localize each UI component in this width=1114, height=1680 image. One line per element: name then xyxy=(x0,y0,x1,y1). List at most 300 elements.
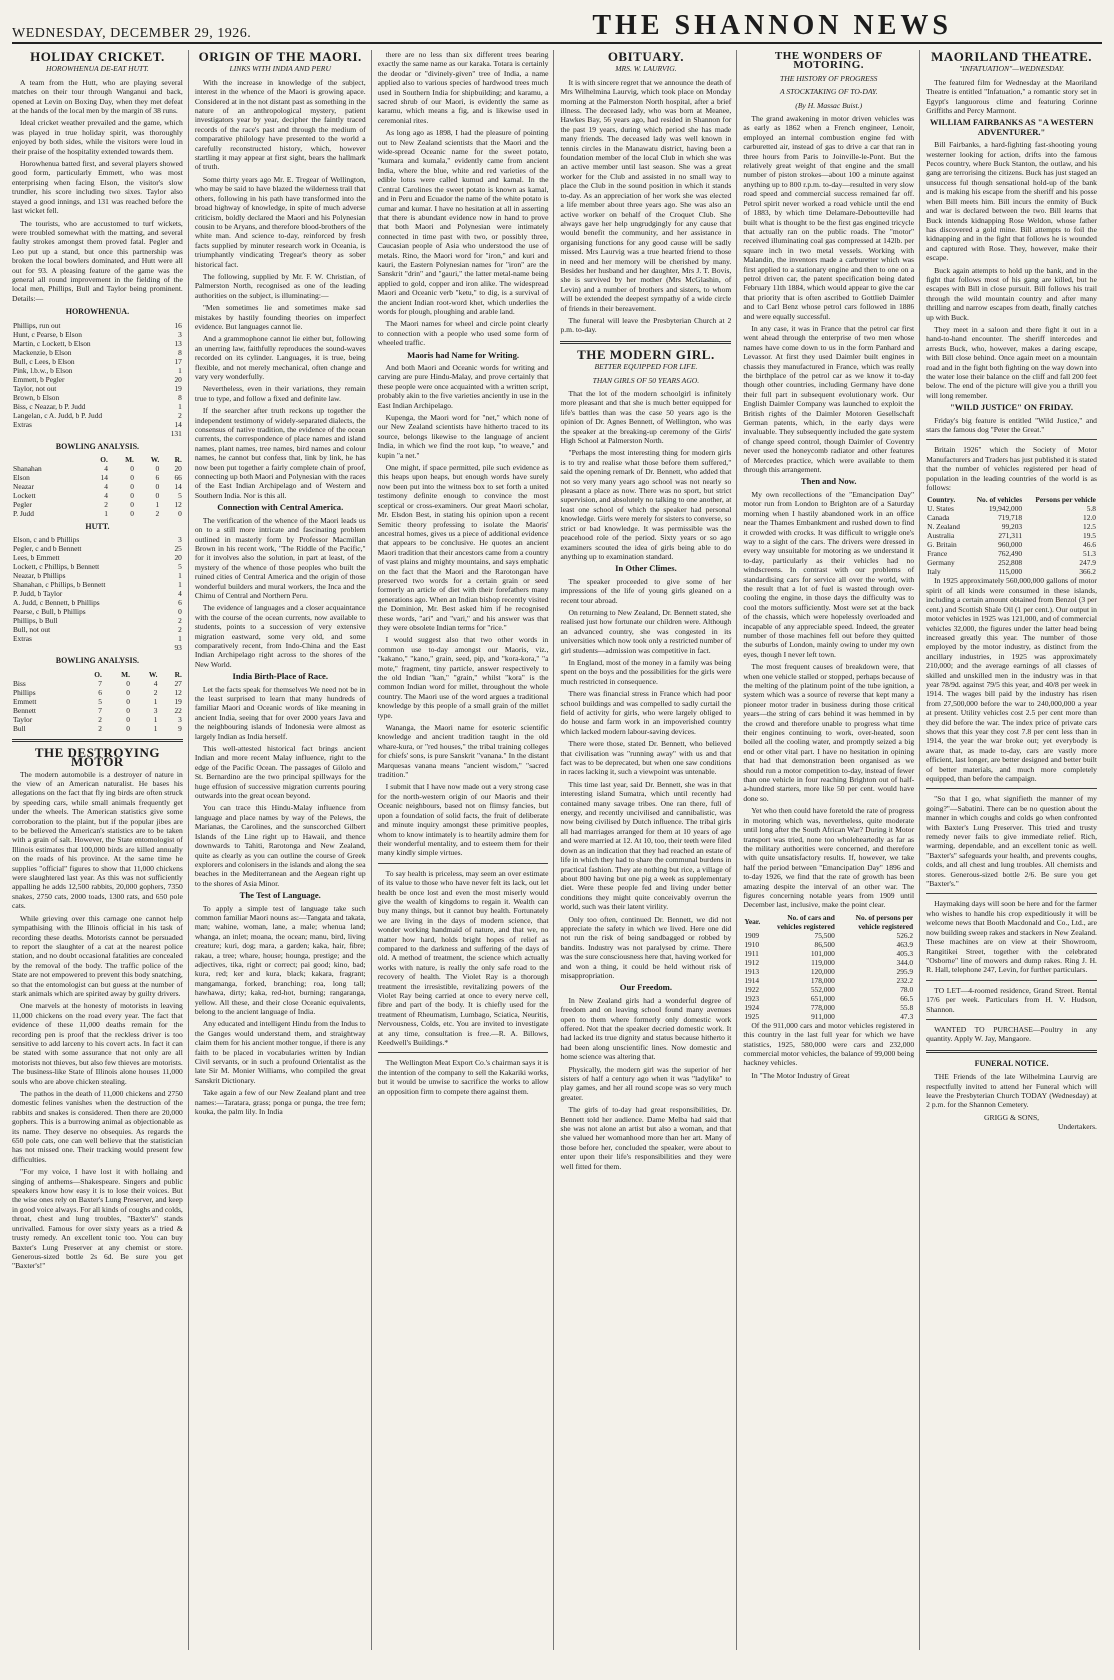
newspaper-page xyxy=(12,8,1102,1660)
table-cell: 405.3 xyxy=(896,948,914,958)
table-row xyxy=(12,321,183,330)
baxters-ad: "So that I go, what signifieth the manner of my going?"—Sabatini. There can be no question about the manner in which coughs and colds go when confronted with Baxter's Lung Preserver. This tried and trusty remedy never fails to give immediate relief. Rich, warming, dependable, and an excellent tonic as well. "Baxter's" safeguards your health, and prevents coughs, colds, and all chest and lung troubles. All chemists and stores. Generous-sized bottle 2/6. Be sure you get "Baxter's." xyxy=(926,794,1097,889)
maori-subhead: LINKS WITH INDIA AND PERU xyxy=(229,64,331,74)
table-cell: Canada xyxy=(927,513,950,523)
table-cell: 0 xyxy=(126,705,130,715)
table-cell: 5.8 xyxy=(1086,504,1096,514)
theatre-headline: MAORILAND THEATRE. xyxy=(931,50,1093,64)
table-cell: 55.8 xyxy=(900,1002,914,1012)
table-cell: 0 xyxy=(126,696,130,706)
table-cell: 0 xyxy=(130,508,134,518)
team2-name: HUTT. xyxy=(85,521,110,531)
table-cell: 20 xyxy=(174,374,182,384)
bowling-table-1 xyxy=(12,455,183,518)
maori-body-3 xyxy=(195,685,366,889)
table-cell: 1 xyxy=(153,723,158,733)
table-header-cell: R. xyxy=(174,669,182,679)
table-row xyxy=(926,558,1097,567)
table-cell: 47.3 xyxy=(900,1011,914,1021)
paragraph: This time last year, said Dr. Bennett, she was in that interesting island Sumatra, which until recently had contained many savage tribes. One ran there, full of energy, and recently uncivilised and cannibalistic, was now being civilised by Dutch influence. The tribal girls all had marriages arranged for them at 10 years of age and were married at 12. At 10, too, their teeth were filed down as an indication that they had reached an estate of life in which they had to share the communal burdens in practical fashion. They ate nothing but rice, a village of about 800 having but one pig a week as supplementary diet. Were these people fed and living under better conditions they might quite conceivably overrun the world, such was their latent virility. xyxy=(560,779,732,912)
table-cell: 12 xyxy=(174,499,182,509)
masthead xyxy=(12,8,1102,44)
table-cell: 1 xyxy=(155,499,160,509)
table-cell: 2 xyxy=(98,714,102,724)
table-cell: 1 xyxy=(153,696,158,706)
table-row xyxy=(12,339,183,348)
table-header-cell xyxy=(12,670,78,679)
table-cell: 101,000 xyxy=(810,948,835,958)
table-row xyxy=(12,724,183,733)
table-cell: 762,490 xyxy=(998,549,1023,559)
table-row xyxy=(743,940,914,949)
table-row xyxy=(12,679,183,688)
table-row xyxy=(926,531,1097,540)
girl-body-3 xyxy=(560,996,731,1171)
maori-cont-sub: Maoris had Name for Writing. xyxy=(407,349,520,360)
table-cell: 3 xyxy=(178,714,182,724)
table-cell: 911,000 xyxy=(811,1011,835,1021)
table-cell: Taylor xyxy=(13,714,33,724)
table-cell: 0 xyxy=(178,607,182,617)
table-row xyxy=(12,375,183,384)
paragraph: The funeral will leave the Presbyterian Church at 2 p.m. to-day. xyxy=(560,315,732,335)
table-cell: Bull, c Lees, b Elson xyxy=(13,356,75,366)
girl-body-1 xyxy=(560,389,731,561)
table-row xyxy=(926,549,1097,558)
table-cell: 1925 xyxy=(744,1011,760,1021)
table-cell: 25 xyxy=(174,544,182,554)
table-header-row xyxy=(926,495,1097,504)
table-header-cell: M. xyxy=(125,454,134,464)
table-row xyxy=(12,562,183,571)
paragraph: In "The Motor Industry of Great xyxy=(751,1070,850,1080)
girl-headline: THE MODERN GIRL. xyxy=(577,346,715,362)
table-cell: Taylor, not out xyxy=(13,383,57,393)
table-cell: 2 xyxy=(104,499,108,509)
cricket-subhead: HOROWHENUA DE-EAT HUTT. xyxy=(45,64,149,74)
table-row xyxy=(12,429,183,438)
table-cell: 20 xyxy=(174,463,182,473)
table-cell: Extras xyxy=(13,419,32,429)
table-cell: 1 xyxy=(153,714,158,724)
table-cell: Bennett xyxy=(13,705,36,715)
wonders-headline: THE WONDERS OF MOTORING. xyxy=(774,50,883,72)
paragraph: And a grammophone cannot lie either but, following an unerring law, faithfully reproduces the sound-waves recorded on its cylinder. Languages, it is true, being flexible, and not merely mechanical, often change and vary very wonderfully. xyxy=(194,334,366,381)
table-cell: 2 xyxy=(98,723,102,733)
table-cell: 0 xyxy=(155,481,160,491)
table-cell: Lockett, c Phillips, b Bennett xyxy=(13,562,100,572)
table-row xyxy=(926,522,1097,531)
table-cell: U. States xyxy=(927,504,954,514)
batting-table-2 xyxy=(12,535,183,652)
table-row xyxy=(926,540,1097,549)
paragraph: there are no less than six different trees bearing exactly the same name as our karaka. Totara is certainly the deodar or "divinely-given" tree of India, a name applied also to various species of hardwood trees much used in Southern India for shipbuilding; and karamu, a sacred shrub of our Maori, is evidently the same as karamu, which means a fig, and is likewise used in ceremonial rites. xyxy=(377,50,549,125)
paragraph: With the increase in knowledge of the subject, interest in the whence of the Maori is growing apace. Considered at in the not distant past as something in the nature of an anthropological mystery, patient investigators year by year, decipher the faintly traced records of the race's past and through the medium of comparative philology have presented to the world a carefully reconstructed history, which, however startling it may appear at first sight, bears the hallmark of truth. xyxy=(194,77,366,172)
wonders-sub: Then and Now. xyxy=(800,476,857,487)
haymaking-note: Haymaking days will soon be here and for the farmer who wishes to handle his crop expeditiously it will be welcome news that Booth Macdonald and Co., Ltd., are now building sweep rakes and stackers in New Zealand. These machines are on view at their Showroom, Rangitikei Street, together with the celebrated "Osborne" line of mowers and dump rakes. Ring J. H. R. Hall, telephone 247, Levin, for further particulars. xyxy=(926,899,1097,975)
table-row xyxy=(926,513,1097,522)
table-cell: 252,808 xyxy=(998,558,1023,568)
table-cell: 1 xyxy=(178,365,182,375)
table-cell: Elson xyxy=(13,472,30,482)
paragraph: "Men sometimes lie and sometimes make sad mistakes by hastily founding theories on imperfect evidence. But languages cannot lie. xyxy=(194,303,366,331)
table-cell: 4 xyxy=(104,490,108,500)
table-cell: 46.6 xyxy=(1083,540,1096,550)
table-cell: 2 xyxy=(153,687,158,697)
paragraph: There was financial stress in France which had poor school buildings and was compelled to sadly curtail the field of activity for girls, who were largely obliged to do house and farm work in an impoverished country which lacked modern labour-saving devices. xyxy=(560,689,732,736)
table-cell: Extras xyxy=(13,634,32,644)
wonders-byline: (By H. Massac Buist.) xyxy=(795,100,863,110)
table-cell: Phillips, b Bull xyxy=(13,616,58,626)
table-row xyxy=(12,571,183,580)
table-row xyxy=(12,509,183,518)
table-row xyxy=(12,643,183,652)
table-row xyxy=(12,411,183,420)
table-header-cell: Country. xyxy=(927,495,956,505)
table-cell: Bull, not out xyxy=(13,625,51,635)
table-row xyxy=(12,616,183,625)
table-row xyxy=(12,580,183,589)
table-cell: 1912 xyxy=(744,957,760,967)
girl-subhead: BETTER EQUIPPED FOR LIFE. xyxy=(594,362,698,372)
table-cell: 13 xyxy=(174,338,182,348)
table-row xyxy=(12,491,183,500)
table-row xyxy=(12,464,183,473)
table-cell: 960,000 xyxy=(998,540,1023,550)
table-cell: Brown, b Elson xyxy=(13,392,60,402)
maori-headline: ORIGIN OF THE MAORI. xyxy=(198,50,362,64)
paragraph: Some thirty years ago Mr. E. Tregear of Wellington, who may be said to have blazed the wilderness trail that others, following in his path have transformed into the broad highway of knowledge, in spite of much adverse criticism, boldly declared the Maori and his Polynesian cousin to be Aryans, and therefore blood-brothers of the white man. And science to-day, reinforced by fresh facts supplied by minuter research work in Oceania, is triumphantly vindicating Tregear's theory as sober historical fact. xyxy=(194,174,366,269)
theatre-body-2 xyxy=(926,140,1097,400)
table-cell: 5 xyxy=(178,490,182,500)
table-cell xyxy=(12,643,167,652)
theatre-body-3 xyxy=(926,416,1097,435)
table-cell: 0 xyxy=(130,463,134,473)
table-row xyxy=(12,625,183,634)
table-row xyxy=(12,706,183,715)
paragraph: They meet in a saloon and there fight it out in a hand-to-hand encounter. The sheriff intercedes and arrests Buck, who, however, makes a daring escape, with Bill close behind. Once again meet on a mountain road and in the fight both fighting on the way down into the water lose their balance on the cliff and fall 200 feet below. The end of the picture will give you a thrill you will long remember. xyxy=(926,324,1097,400)
table-cell: 1924 xyxy=(744,1002,760,1012)
table-row xyxy=(12,500,183,509)
table-cell: 1923 xyxy=(744,993,760,1003)
table-row xyxy=(743,976,914,985)
theatre-subhead: "INFATUATION"—WEDNESDAY. xyxy=(958,64,1065,74)
team1-name: HOROWHENUA. xyxy=(65,307,130,317)
table-cell: 0 xyxy=(130,472,134,482)
paragraph: You can trace this Hindu-Malay influence from language and place names by way of the Pelews, the Marianas, the Carolines, and the sunscorched Gilbert Islands of the Line right up to Hawaii, and thence downwards to Tahiti, Rarotonga and New Zealand, quite as clearly as you can outline the course of Greek explorers and colonisers in the islands and along the sea beaches in the Mediterranean and the Aegean right up to the shores of Asia Minor. xyxy=(194,803,366,888)
girl-body-2 xyxy=(560,577,731,981)
funeral-headline: FUNERAL NOTICE. xyxy=(974,1058,1049,1068)
table-cell: 9 xyxy=(178,723,182,733)
table-cell: 0 xyxy=(126,714,130,724)
table-row xyxy=(12,357,183,366)
paragraph: The most frequent causes of breakdown were, that when one vehicle stalled or stopped, perhaps because of the melting of the platinum point of the tube ignition, a system which was a source of reverse that kept many a pioneer motor trader in business during those critical years—the string of cars behind it was hemmed in by the crowd and therefore unable to progress what time their engines continuing to work, over-heated, soon boiled all the cooling water, and promptly seized a big end or other vital part. I have no hesitation in opining that had that demonstration been organised as we should run a motor competition to-day, instead of fewer than one vehicle in four reaching Brighton out of half-a-hundred starters, more like 50 per cent. would have done so. xyxy=(743,662,915,803)
table-cell: 1911 xyxy=(744,948,759,958)
table-cell: 232.2 xyxy=(896,975,914,985)
table-cell: 651,000 xyxy=(810,993,835,1003)
table-cell xyxy=(12,429,161,438)
wanted-notice: WANTED TO PURCHASE—Poultry in any quantity. Apply W. Jay, Mangaore. xyxy=(926,1024,1097,1044)
table-cell: 7 xyxy=(98,678,102,688)
table-row xyxy=(12,393,183,402)
paragraph: One marvels at the honesty of motorists in leaving 11,000 chickens on the road every year. The fact that evidence of these 11,000 deaths remain for the recording pen is proof that the reckless driver is too sensitive to add larceny to his covert acts. In fact it can be stated with some assurance that not only are all motorists not thieves, but also few thieves are motorists. The business-like State of Illinois alone houses 11,000 souls who are above chicken stealing. xyxy=(12,1001,183,1086)
paragraph: The girls of to-day had great responsibilities, Dr. Bennett told her audience. Dame Melba had said that she was not alone an artist but also a woman, and that she valued her womanhood more than her art. Many of those before her, concluded the speaker, were about to enter upon their life's responsibilities and they were well fitted for them. xyxy=(560,1105,732,1171)
paragraph: Wananga, the Maori name for esoteric scientific knowledge and ancient tradition taught in the old whare-kura, or "red houses," the tribal training colleges for chiefs' sons, is pure Sanskrit "vanana." In the distant Marquesas vanana means "ancient wisdom," "sacred tradition." xyxy=(377,723,549,780)
table-cell: 14 xyxy=(100,472,108,482)
table-cell: Shanahan xyxy=(13,463,42,473)
table-row xyxy=(926,567,1097,576)
meat-export-note: The Wellington Meat Export Co.'s chairman says it is the intention of the company to sell the Kakariki works, but it would be unwise to sacrifice the works to allow an opposition firm to compete there against them. xyxy=(377,1058,549,1096)
paragraph: Take again a few of our New Zealand plant and tree names:—Taratara, grass; ponga or punga, the tree fern; kouka, the palm lily. In India xyxy=(194,1088,366,1117)
table-header-cell: O. xyxy=(94,669,102,679)
table-cell: P. Judd, b Taylor xyxy=(13,589,63,599)
table-cell: 719,718 xyxy=(998,513,1023,523)
wonders-subhead: THE HISTORY OF PROGRESS xyxy=(780,73,878,83)
table-cell: 20 xyxy=(174,553,182,563)
paragraph: Only too often, continued Dr. Bennett, we did not appreciate the safety in which we lived. Here one did not run the risk of being sandbagged or robbed by bandits. Industry was not paralysed by crime. There was the sure consciousness here that, having worked for and won a thing, it could be held without risk of misappropriation. xyxy=(560,914,732,980)
table-cell: 4 xyxy=(104,481,108,491)
table-cell: 8 xyxy=(178,347,182,357)
table-cell: Pegler, c and b Bennett xyxy=(13,544,82,554)
theatre-body-1 xyxy=(926,78,1097,116)
motor-headline: THE DESTROYING MOTOR xyxy=(34,744,160,770)
table-header-cell: No. of persons per vehicle registered xyxy=(855,912,914,931)
column-4 xyxy=(560,50,737,1650)
table-header-cell: No. of cars and vehicles registered xyxy=(777,912,835,931)
paragraph: Kupenga, the Maori word for "net," which none of our New Zealand scientists have hitherto traced to its source, belongs likewise to the language of ancient India, in which we find the root kup, "to weave," and kupin "a net." xyxy=(377,413,549,460)
table-cell: P. Judd xyxy=(13,508,34,518)
table-row xyxy=(12,589,183,598)
table-cell: Emmett, b Pegler xyxy=(13,374,65,384)
table-cell: 1913 xyxy=(744,966,760,976)
registration-table xyxy=(743,913,914,1021)
paragraph: Friday's big feature is entitled "Wild Justice," and stars the famous dog "Peter the Great." xyxy=(926,415,1097,435)
table-row xyxy=(743,949,914,958)
obituary-body xyxy=(560,78,731,335)
paragraph: Ideal cricket weather prevailed and the game, which was played in true holiday spirit, was thoroughly enjoyed by both sides, while the visitors were loud in their praise of the hospitality extended towards them. xyxy=(12,118,183,156)
table-cell: 463.9 xyxy=(896,939,914,949)
paragraph: If the searcher after truth reckons up together the independent testimony of widely-separated dialects, the consensus of native tradition, the evidence of the ocean currents, the correspondence of place names and island names, plant names, tree names, bird names and colour names, he cannot but confess that, link by link, he has now been put together a fairly complete chain of proof, connecting up both Maori and Polynesian with the races of the East Indian Archipelago and of Western and Southern India. Nor is this all. xyxy=(194,406,366,500)
column-6 xyxy=(926,50,1102,1650)
paragraph: "For my voice, I have lost it with hollaing and singing of anthems—Shakespeare. Singers and public speakers know how easy it is to lose their voices. But the wise ones rely on Baxter's Lung Preserver, and keep in good voice always. For all kinds of coughs and colds, throat, chest and lung troubles, "Baxter's" stands unrivalled. Famous for over sixty years as a tried & trusty remedy. An excellent tonic too. You can buy Baxter's Lung Preserver at any chemist or store. Generous-sized bottle 2s 6d. Be sure you get "Baxter's!" xyxy=(12,1167,183,1271)
paragraph: The grand awakening in motor driven vehicles was as early as 1862 when a French engineer, Lenoir, employed an internal combustion engine fed with carburetted air, instead of gas to drive a car that ran in three hours from Paris to Joinville-le-Pont. But the relatively great weight of that engine and the small number of piston strokes—about 100 a minute against anything up to 800 r.p.m. to-day—resulted in very slow road speed and commercial success remained far off. Petrol spirit never worked a road vehicle until the end of 1883, by which time Delamare-Deboutteville had built what is thought to be the first gas engined tricycle that actually ran on the public roads. The "motor" received illuminating coal gas compressed at 142lb. per square inch in two metal vessels. Working with Malandin, the inventors made a carburetter which was first applied to a stationary engine and then to one on a petrol driven car, the patent specification being dated February 11th 1884, which would appear to give the car that priority that is often ascribed to Gottlieb Daimler and to Carl Benz whose petrol cars followed in 1886 and were equally successful. xyxy=(743,114,915,321)
table-cell: Martin, c Lockett, b Elson xyxy=(13,338,91,348)
paragraph: In any case, it was in France that the petrol car first went ahead through the enterprise of two men whose names have come down to us in the form Panhard and Levassor. At first they used Daimler built engines in chassis they manufactured in France, which was really the birthplace of the petrol car as we know it to-day though other countries, including Germany have done their full part in subsequent evolutionary work. Our English Daimler Company was launched to exploit the British rights of the Daimler Motoren Gesellschaft German patents, which, in the early days were invaluable. They subsequently included the gate system of change speed control, though Daimler of Coventry never used the honeycomb radiator and other features of Mercedes practice, which were available to them through this arrangement. xyxy=(743,323,915,475)
table-cell: Mackenzie, b Elson xyxy=(13,347,72,357)
table-header-cell xyxy=(12,455,86,464)
paragraph: One might, if space permitted, pile such evidence as this heaps upon heaps, but enough words have surely now been put into the witness box to set forth a united testimony definite enough to convince the most sceptical or cross-examiners. Our great Maori scholar, Mr. Elsdon Best, in stating his opinion upon a recent Semitic theory professing to isolate the Maoris' ancestral homes, gives us a piece of additional evidence that appears to be conclusive. He quotes an ancient Maori tradition that their ancestors came from a country of vast plains and mighty mountains, and says emphatic on the fact that the Maori and the Rarotongan have preserved two words for a certain grain or seed formerly an article of diet with their forefathers many generations ago. When an Indian bishop recently visited the Dominion, Mr. Best asked him if he recognised these words, "ari" and "vari," and his answer was that they were obsolete Indian terms for "rice." xyxy=(377,463,549,632)
table-cell: 78.0 xyxy=(900,984,914,994)
table-header-cell: No. of vehicles xyxy=(976,495,1023,505)
table-cell: 5 xyxy=(178,562,182,572)
motor-body xyxy=(12,770,183,1271)
table-cell: 0 xyxy=(130,499,134,509)
paragraph: On returning to New Zealand, Dr. Bennett stated, she realised just how fortunate our children were. Although an advanced country, she was congested in its universities which now took only a restricted number of girl students—admission was competitive in fact. xyxy=(560,607,732,655)
table-cell: N. Zealand xyxy=(927,522,960,532)
table-row xyxy=(12,330,183,339)
paragraph: The verification of the whence of the Maori leads us on to a still more intricate and fascinating problem outlined in masterly form by Professor Macmillan Brown in his recent work, "The Riddle of the Pacific," for it involves also the solution, in part at least, of the mystery of the whence of those peoples who built the ruined cities of Central America and the origin of those wonderful builders and mural workers, the Inca and the Chimu of Central and Northern Peru. xyxy=(194,515,366,600)
table-cell: Pink, l.b.w., b Elson xyxy=(13,365,73,375)
paragraph: I submit that I have now made out a very strong case for the north-western origin of our Maoris and their Oceanic neighbours, based not on flimsy fancies, but upon a foundation of solid facts, the fruit of deliberate and minute inquiry amongst these primitive peoples, whom to know intimately is to heartily admire them for their wonderful mentality, and to esteem them for their many kindly simple virtues. xyxy=(377,782,549,858)
funeral-signature-title: Undertakers. xyxy=(1057,1122,1097,1132)
table-cell: 51.3 xyxy=(1083,549,1096,559)
table-row xyxy=(743,958,914,967)
theatre-sub: WILLIAM FAIRBANKS AS "A WESTERN ADVENTURER." xyxy=(929,117,1094,137)
table-cell: 247.9 xyxy=(1079,558,1096,568)
maori-body-2 xyxy=(195,516,366,670)
table-cell: 75,500 xyxy=(814,930,835,940)
table-cell: 115,000 xyxy=(998,567,1023,577)
table-cell: 0 xyxy=(126,678,130,688)
table-cell: 19.5 xyxy=(1083,531,1096,541)
paragraph: "Perhaps the most interesting thing for modern girls is to try and realise what those before them suffered," said the opening remark of Dr. Bennett, who added that not so very many years ago school was not nearly so pleasant a place as now. There was no sport, but strict supervision, and absolutely no talking to one another, at least one school of which the speaker had personal knowledge. Girls were merely for sisters to converse, so strict or bad knowledge. It was permissible was the peacehood role of the period. Sixty years or so ago examiners scouted the idea of girls being able to do anything up to examination standard. xyxy=(560,448,732,561)
table-cell: 2 xyxy=(178,410,182,420)
paragraph: And both Maori and Oceanic words for writing and carving are pure Hindu-Malay, and prove certainly that these people were once acquainted with a written script, probably akin to the five varieties anciently in use in the East Indian Archipelago. xyxy=(377,363,549,410)
cricket-headline: HOLIDAY CRICKET. xyxy=(30,50,165,64)
table-cell: 344.0 xyxy=(896,957,914,967)
table-cell: 0 xyxy=(126,687,130,697)
table-cell: 366.2 xyxy=(1079,567,1096,577)
paragraph: My own recollections of the "Emancipation Day" motor run from London to Brighton are of a Saturday morning when I hastily abandoned work in an office near the Thames Embankment and rushed down to find it crowded with crocks. It was difficult to wriggle one's way to a sight of the cars. The drivers were dressed in every way unsuitable for motoring as we understand it to-day, particularly as their vehicles had no windscreens. In contrast with our problems of standardising cars for service all over the world, with the result that a lot of fuel is wasted through over-cooling the engine, in those days the difficulty was to cool the motors sufficiently. Most were set at the back of the chassis, which were hopelessly overloaded and incapable of any appreciable speed. Indeed, the greater number of those machines fell out before they quitted the suburbs of London, mainly owing to under my own eyes, though I never left town. xyxy=(743,489,915,659)
girl-sub-1: In Other Climes. xyxy=(615,563,677,574)
paragraph: The tourists, who are accustomed to turf wickets, were troubled somewhat with the matting, and several faulty strokes amongst them proved fatal. Pegler and Leo put up a stand, but once this partnership was broken the local bowlers dominated, and Hutt were all out for 93. A pleasing feature of the game was the general all round improvement in the fielding of the local men, Phillips, Bull and Taylor being prominent. Details:— xyxy=(12,218,183,303)
paragraph: That the lot of the modern schoolgirl is infinitely more pleasant and that she is much better equipped for life's battles than was the case 50 years ago is the opinion of Dr. Agnes Bennett, of Wellington, who was the speaker at the breaking-up ceremony of the Girls' High School at Palmerston North. xyxy=(560,389,732,446)
table-cell: A. Judd, c Bennett, b Phillips xyxy=(13,598,100,608)
paragraph: While grieving over this carnage one cannot help sympathising with the Illinois official in his task of recording these deaths. Motorists cannot be persuaded to report the slaughter of a cat at the nearest police station, and no doubt occasional fatalities are concealed by the removal of the body. The traffic police of the State are not empowered to prevent this body snatching, so that the entomologist can but guess at the number of stark animals which are spirited away by guilty drivers. xyxy=(12,913,183,998)
table-row xyxy=(12,482,183,491)
table-row xyxy=(743,931,914,940)
table-row xyxy=(743,967,914,976)
table-row xyxy=(743,994,914,1003)
table-cell: 19 xyxy=(174,383,182,393)
motor-industry-para: Britain 1926" which the Society of Motor Manufacturers and Traders has just published it is stated that the number of vehicles registered per head of population in the leading countries of the world is as follows: xyxy=(926,445,1097,493)
table-cell: 66.5 xyxy=(900,993,914,1003)
girl-sub-2: Our Freedom. xyxy=(619,982,672,993)
table-cell: 16 xyxy=(174,320,182,330)
table-cell: 1 xyxy=(178,401,182,411)
column-5 xyxy=(743,50,920,1650)
table-cell: 0 xyxy=(130,490,134,500)
table-row xyxy=(12,535,183,544)
table-cell: 4 xyxy=(178,589,182,599)
table-cell: 12.5 xyxy=(1083,522,1096,532)
table-cell: 7 xyxy=(98,705,102,715)
table-cell: Bull xyxy=(13,723,26,733)
table-row xyxy=(12,544,183,553)
paragraph: In New Zealand girls had a wonderful degree of freedom and on leaving school found many avenues open to them where formerly only domestic work offered. Not that the speaker decried domestic work. It had lacked its true dignity and status because hitherto it had been along unscientific lines. Now domestic and home science was altering that. xyxy=(560,995,732,1062)
table-row xyxy=(12,366,183,375)
table-cell: 3 xyxy=(178,535,182,545)
table-cell: 778,000 xyxy=(810,1002,835,1012)
column-1 xyxy=(12,50,189,1650)
issue-date: WEDNESDAY, DECEMBER 29, 1926. xyxy=(12,26,252,41)
paragraph: There were those, stated Dr. Bennett, who believed that civilisation was "running away" with us and that fact was to be deprecated, but when one saw conditions in races lacking it, such a viewpoint was untenable. xyxy=(560,739,732,777)
theatre-body-4 xyxy=(926,576,1097,783)
table-cell: 526.2 xyxy=(896,930,914,940)
table-cell: 2 xyxy=(178,616,182,626)
table-cell: 3 xyxy=(153,705,158,715)
table-cell: 4 xyxy=(104,463,108,473)
table-header-cell: W. xyxy=(150,454,160,464)
table-cell: 8 xyxy=(178,392,182,402)
paragraph: Let the facts speak for themselves We need not be in the least surprised to learn that many hundreds of familiar Maori and Oceanic words of like meaning in ancient India, seeing that for over 2000 years Java and the neighbouring islands of Indonesia were almost as largely Indian as India herself. xyxy=(194,684,366,741)
paragraph: The modern automobile is a destroyer of nature in the view of an American naturalist. He bases his allegations on the fact that fly ing birds are often struck by speeding cars, while small animals frequently get under the wheels. The American statistics give some corroboration to the plaint, but if the popular jibes are to be believed the American's statistics are to be taken with a grain of salt. However, the State entomologist of Illinois estimates that 100,000 birds are killed annually on the roads of his province. At the same time he supplies "official" figures to show that 11,000 chickens were slaughtered last year. As this was not sufficiently appalling he adds 12,500 rabbits, 20,000 gophers, 7350 snakes, 2750 cats, 2000 toads, 1300 rats, and 650 pole cats. xyxy=(12,769,183,911)
table-row xyxy=(743,985,914,994)
cricket-body xyxy=(12,78,183,303)
obituary-subhead: MRS. W. LAURVIG. xyxy=(615,64,677,74)
paragraph: The speaker proceeded to give some of her impressions of the life of young girls gleaned on a recent tour abroad. xyxy=(560,576,732,605)
theatre-sub-2: "WILD JUSTICE" ON FRIDAY. xyxy=(950,402,1074,413)
table-cell: 6 xyxy=(178,598,182,608)
table-cell: 120,000 xyxy=(810,966,835,976)
table-cell: 131 xyxy=(170,428,182,438)
paragraph: Yet who then could have foretold the rate of progress in motoring which was, nevertheless, quite moderate until long after the South African War? During it Motor transport was tried, none too wholeheartedly as far as the military authorities were concerned, and therefore with quite unsatisfactory results. If, however, we take half the period between "Emancipation Day" 1896 and to-day 1926, we find that the rate of growth has been amazing despite the interval of an other war. The figures concerning notable years from 1909 until December last, inclusive, make the point clear. xyxy=(743,806,915,910)
paragraph: I would suggest also that two other words in common use to-day amongst our Maoris, viz., "kakano," "kano," grain, seed, pip, and "kora-kora," "a mote," fragment, tiny particle, answer respectively to the old Indian "kan," "grain," whilst "kora" is the common Indian word for millet, throughout the whole country. The Maori use of the word argues a traditional knowledge by this people of a small grain of the millet type. xyxy=(377,635,549,720)
obituary-headline: OBITUARY. xyxy=(607,50,684,64)
table-header-row xyxy=(743,913,914,931)
paragraph: The following, supplied by Mr. F. W. Christian, of Palmerston North, recognised as one of the leading authorities on the subject, is illuminating:— xyxy=(194,271,366,300)
paragraph: The Maori names for wheel and circle point clearly to connection with a people who used some form of wheeled traffic. xyxy=(377,319,549,348)
table-header-row xyxy=(12,455,183,464)
table-row xyxy=(743,1012,914,1021)
maori-sub-2: India Birth-Place of Race. xyxy=(232,671,328,682)
funeral-text: THE Friends of the late Wilhelmina Laurvig are respectfully invited to attend her Funeral which will leave the Presbyterian Church TODAY (Wednesday) at 2 p.m. for the Shannon Cemetery. xyxy=(926,1072,1097,1110)
paragraph: Buck again attempts to hold up the bank, and in the fight that follows most of his gang are killed, but he escapes with Bill in close pursuit. Bill follows his trail through the wild mountain country and after many thrilling and narrow escapes from death, finally catches up with Buck. xyxy=(926,265,1097,322)
table-row xyxy=(12,697,183,706)
table-cell: 0 xyxy=(155,490,160,500)
table-cell: Neazar, b Phillips xyxy=(13,571,66,581)
table-row xyxy=(12,384,183,393)
table-header-cell: Persons per vehicle xyxy=(1035,495,1096,505)
column-2 xyxy=(195,50,372,1650)
table-cell: 5 xyxy=(98,696,102,706)
paragraph: The featured film for Wednesday at the Maoriland Theatre is entitled "Infatuation," a romantic story set in Egypt's languorous clime and featuring Corinne Griffiths and Percy Marmont. xyxy=(926,77,1097,116)
table-cell: 271,311 xyxy=(998,531,1023,541)
table-cell: 1909 xyxy=(744,930,760,940)
column-3 xyxy=(378,50,555,1650)
table-cell: 1910 xyxy=(744,939,760,949)
table-cell: 0 xyxy=(178,508,182,518)
paragraph: Any educated and intelligent Hindu from the Indus to the Ganges would understand them, and straightway claim them for his ancient mother tongue, if there is any faith to be placed in vocabularies written by Indian Civil servants, or in such a profound Orientalist as the late Sir M. Monier Williams, who compiled the great Sanskrit Dictionary. xyxy=(194,1019,366,1085)
table-cell: France xyxy=(927,549,948,559)
paragraph: Horowhenua batted first, and several players showed good form, particularly Emmett, who was most enterprising when facing Elson, the visitor's slow trundler, his score including two sixes. Taylor also stayed a good innings, and 131 was reached before the last wicket fell. xyxy=(12,159,183,216)
table-cell: 14 xyxy=(174,419,182,429)
newspaper-title: THE SHANNON NEWS xyxy=(592,10,952,41)
bowling-table-2 xyxy=(12,670,183,733)
table-cell: 6 xyxy=(98,687,102,697)
table-header-cell: M. xyxy=(121,669,130,679)
paragraph: The pathos in the death of 11,000 chickens and 2750 domestic felines vanishes when the destruction of the rabbits and snakes is considered. Then there are 20,000 gophers. This is a burrowing animal as objectionable as its name. They deserve no obsequies. As regards the 650 pole cats, one can well believe that the statistician has not missed one. Their tracking would present few difficulties. xyxy=(12,1089,183,1164)
table-header-row xyxy=(12,670,183,679)
bowling-title-1: BOWLING ANALYSIS. xyxy=(55,441,140,451)
table-row xyxy=(12,607,183,616)
table-cell: 1914 xyxy=(744,975,760,985)
table-cell: 2 xyxy=(155,508,160,518)
paragraph: Bill Fairbanks, a hard-fighting fast-shooting young westerner looking for action, drifts into the famous Pecos country, where Buck Stanton, the outlaw, and his gang are terrorising the citizens. Buck has just staged an unsuccess ful though sensational hold-up of the bank and is making his escape from the sheriff and his posse when Bill meets him. Bill incurs the enmity of Buck and war is declared between the two. Bill learns that Buck intends kidnapping Rose Weldon, whose father has discovered a gold mine. Bill attempts to foil the kidnapping and in the fight that follows he is wounded and captured with Rose. They, however, make their escape. xyxy=(926,140,1097,263)
paragraph: Of the 911,000 cars and motor vehicles registered in this country in the last full year for which we have statistics, 1925, 580,000 were cars and 232,000 commercial motor vehicles, the balance of 99,000 being hackney vehicles. xyxy=(743,1020,915,1068)
table-cell: Shanahan, c Phillips, b Bennett xyxy=(13,580,106,590)
table-cell: 66 xyxy=(174,472,182,482)
table-cell: 1 xyxy=(178,580,182,590)
paragraph: Physically, the modern girl was the superior of her sisters of half a century ago when it was "ladylike" to play games, and her all round scope was so very much greater. xyxy=(560,1064,732,1102)
table-cell: 99,203 xyxy=(1001,522,1023,532)
table-cell: 27 xyxy=(174,678,182,688)
wonders-subhead-2: A STOCKTAKING OF TO-DAY. xyxy=(779,87,878,97)
table-cell: Pearse, c Bull, b Phillips xyxy=(13,607,86,617)
paragraph: The evidence of languages and a closer acquaintance with the course of the ocean currents, now available to students, points to a succession of very extensive migration eastward, some very old, and some comparatively recent, from Indo-China and the East Indian Archipelago right across to the shores of the New World. xyxy=(194,603,366,669)
table-cell: 14 xyxy=(174,481,182,491)
table-row xyxy=(926,504,1097,513)
